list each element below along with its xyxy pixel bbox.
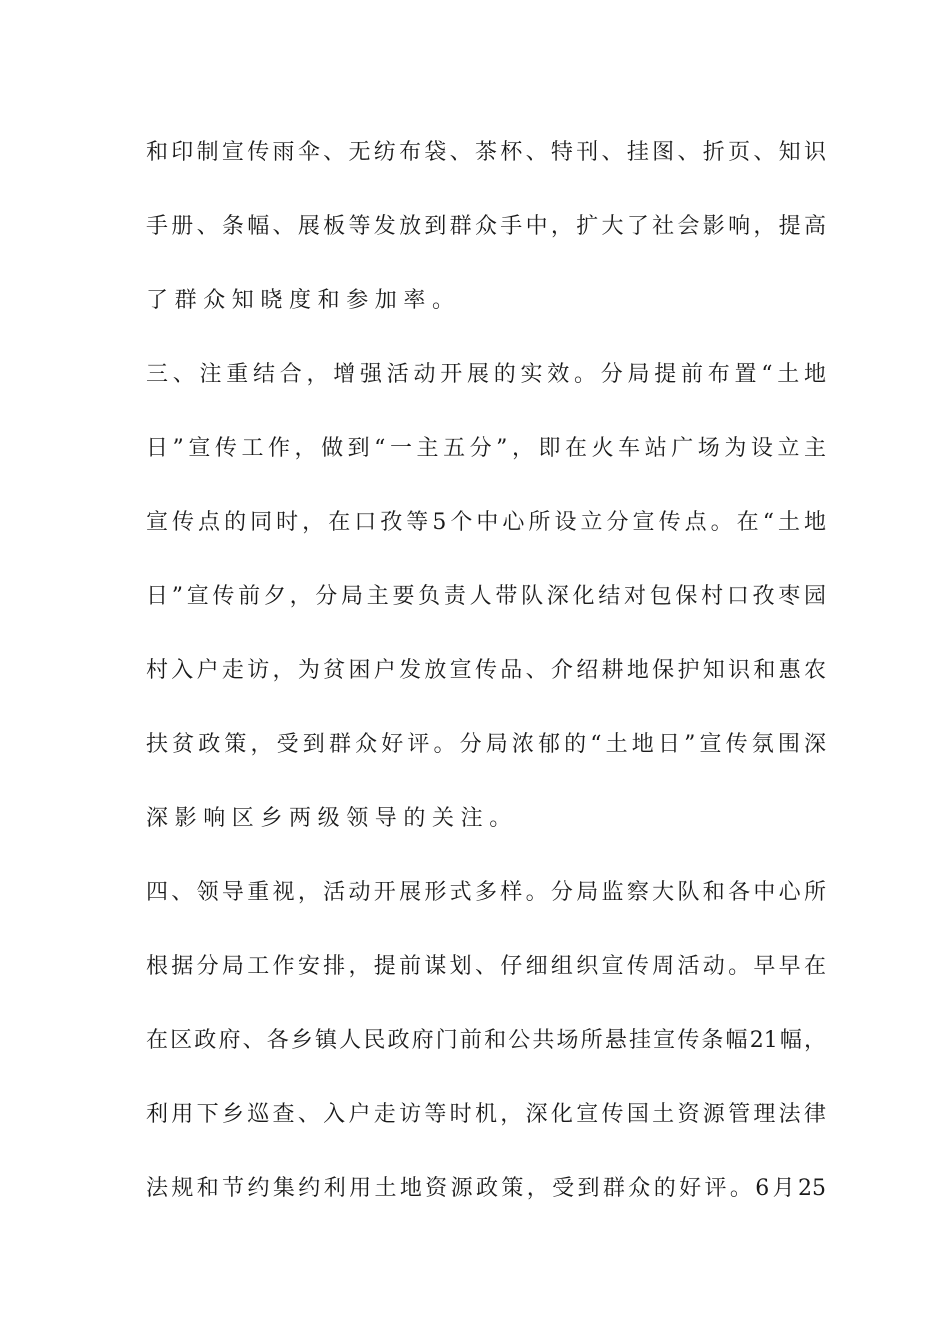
text-line <box>146 429 826 469</box>
text-line <box>146 1095 826 1135</box>
text-line <box>146 1021 826 1061</box>
text-line <box>146 503 826 543</box>
text-line: 了群众知晓度和参加率。 <box>146 288 461 313</box>
section-heading-line <box>146 355 826 395</box>
text-line-content: 村​入​户​走​访​，​为​贫​困​户​发​放​宣​传​品​、​介​绍​耕​地​保​护​知​识​和​惠​农 <box>146 658 826 683</box>
text-line-content: 和​印​制​宣​传​雨​伞​、​无​纺​布​袋​、​茶​杯​、​特​刊​、​挂​图​、​折​页​、​知​识 <box>146 140 826 165</box>
text-line-content: 利​用​下​乡​巡​查​、​入​户​走​访​等​时​机​，​深​化​宣​传​国​土​资​源​管​理​法​律 <box>146 1102 826 1127</box>
text-line-content: 四​、​领​导​重​视​，​活​动​开​展​形​式​多​样​。​分​局​监​察​大​队​和​各​中​心​所 <box>146 880 826 905</box>
text-line <box>146 725 826 765</box>
text-line-content: 根​据​分​局​工​作​安​排​，​提​前​谋​划​、​仔​细​组​织​宣​传​周​活​动​。​早​早​在 <box>146 954 826 979</box>
text-line-content: 日​”​宣​传​前​夕​，​分​局​主​要​负​责​人​带​队​深​化​结​对​包​保​村​口​孜​枣​园 <box>146 584 826 609</box>
text-line <box>146 577 826 617</box>
text-line-content: 扶​贫​政​策​，​受​到​群​众​好​评​。​分​局​浓​郁​的​“​土​地​日​”​宣​传​氛​围​深 <box>146 732 826 757</box>
text-line <box>146 651 826 691</box>
text-line-content: 在​区​政​府​、​各​乡​镇​人​民​政​府​门​前​和​公​共​场​所​悬​挂​宣​传​条​幅​2​1​幅​， <box>146 1028 826 1053</box>
text-line-content: 宣​传​点​的​同​时​，​在​口​孜​等​5​个​中​心​所​设​立​分​宣​传​点​。​在​“​土​地 <box>146 510 826 535</box>
text-line-content: 法​规​和​节​约​集​约​利​用​土​地​资​源​政​策​，​受​到​群​众​的​好​评​。​6​月​2​5 <box>146 1176 826 1201</box>
text-line <box>146 133 826 173</box>
section-heading-line <box>146 873 826 913</box>
text-line <box>146 947 826 987</box>
text-line-content: 日​”​宣​传​工​作​，​做​到​“​一​主​五​分​”​，​即​在​火​车​站​广​场​为​设​立​主 <box>146 436 826 461</box>
text-line-content: 三​、​注​重​结​合​，​增​强​活​动​开​展​的​实​效​。​分​局​提​前​布​置​“​土​地 <box>146 362 826 387</box>
text-line: 深影响区乡两级领导的关注。 <box>146 806 518 831</box>
text-line <box>146 1169 826 1209</box>
text-line-content: 手​册​、​条​幅​、​展​板​等​发​放​到​群​众​手​中​，​扩​大​了​社​会​影​响​，​提​高 <box>146 214 826 239</box>
text-line <box>146 207 826 247</box>
